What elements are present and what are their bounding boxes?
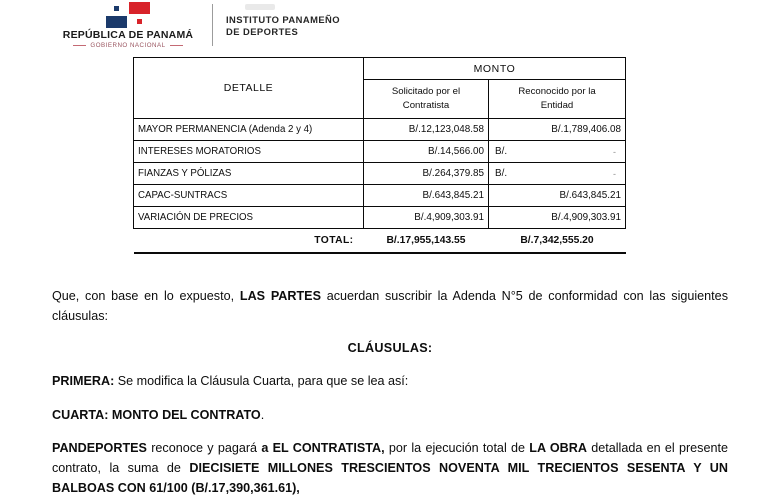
row-detail: FIANZAS Y PÓLIZAS xyxy=(134,163,364,185)
clause-primera xyxy=(52,371,728,391)
row-recognized-currency: B/. xyxy=(495,168,508,179)
row-recognized-amount xyxy=(489,141,626,163)
row-detail: VARIACIÓN DE PRECIOS xyxy=(134,207,364,229)
agency-name-line1: INSTITUTO PANAMEÑO xyxy=(226,14,341,25)
row-requested-amount: B/.264,379.85 xyxy=(364,163,489,185)
table-total-row xyxy=(134,229,626,254)
column-header-solicitado-line2: Contratista xyxy=(402,100,450,111)
total-requested-amount: B/.17,955,143.55 xyxy=(364,229,489,254)
agency-name-line2: DE DEPORTES xyxy=(226,26,299,38)
row-recognized-amount: B/.643,845.21 xyxy=(489,185,626,207)
agency-name xyxy=(226,14,340,39)
column-header-solicitado xyxy=(364,80,489,119)
table-header-row-top xyxy=(134,58,626,80)
row-requested-amount: B/.643,845.21 xyxy=(364,185,489,207)
row-recognized-amount: B/.4,909,303.91 xyxy=(489,207,626,229)
row-recognized-amount xyxy=(489,163,626,185)
row-recognized-currency: B/. xyxy=(495,146,508,157)
amounts-table-body xyxy=(134,119,626,254)
final-text-la-obra: LA OBRA xyxy=(529,440,587,455)
intro-text-part1: Que, con base en lo expuesto, xyxy=(52,289,240,303)
row-requested-amount: B/.14,566.00 xyxy=(364,141,489,163)
row-detail: CAPAC-SUNTRACS xyxy=(134,185,364,207)
intro-text-part2: acuerdan suscribir la Adenda N°5 de conformidad con las siguientes cláusulas: xyxy=(52,289,728,324)
clausulas-heading: CLÁUSULAS: xyxy=(347,340,433,355)
column-header-detalle: DETALLE xyxy=(134,58,364,119)
republic-subtitle-row xyxy=(52,42,204,49)
column-header-monto: MONTO xyxy=(364,58,626,80)
document-body xyxy=(52,286,728,498)
amounts-table xyxy=(133,57,626,254)
table-row xyxy=(134,207,626,229)
table-row xyxy=(134,185,626,207)
final-text-regular1: reconoce y pagará xyxy=(146,440,262,455)
rule-dash-right xyxy=(170,45,183,46)
intro-text-bold: LAS PARTES xyxy=(239,289,321,303)
total-label: TOTAL: xyxy=(134,229,364,254)
final-text-contratista: a EL CONTRATISTA, xyxy=(261,440,385,455)
column-header-reconocido xyxy=(489,80,626,119)
table-row xyxy=(134,119,626,141)
final-text-amount-words: DIECISIETE MILLONES TRESCIENTOS NOVENTA MIL TRECIENTOS SESENTA Y UN BALBOAS CON 61/100 (B/.17,390,361.61), xyxy=(52,461,728,496)
clause-cuarta xyxy=(52,405,728,425)
paragraph-intro xyxy=(52,286,728,327)
final-text-pandeportes: PANDEPORTES xyxy=(52,440,147,455)
table-row xyxy=(134,163,626,185)
empty-value-dash: - xyxy=(613,146,617,157)
row-detail: INTERESES MORATORIOS xyxy=(134,141,364,163)
final-text-regular2: por la ejecución total de xyxy=(384,440,530,455)
amounts-table-container xyxy=(133,57,625,254)
clause-primera-label: PRIMERA: xyxy=(52,374,115,389)
letterhead-divider xyxy=(212,4,213,46)
rule-dash-left xyxy=(73,45,86,46)
flag-quadrant-navy xyxy=(106,16,127,28)
flag-quadrant-red xyxy=(129,2,150,14)
scan-artifact xyxy=(245,4,275,10)
column-header-reconocido-line2: Entidad xyxy=(540,100,574,111)
table-row xyxy=(134,141,626,163)
row-requested-amount: B/.12,123,048.58 xyxy=(364,119,489,141)
row-requested-amount: B/.4,909,303.91 xyxy=(364,207,489,229)
flag-star-red-icon xyxy=(137,19,142,24)
column-header-reconocido-line1: Reconocido por la xyxy=(518,86,596,98)
clause-primera-text: Se modifica la Cláusula Cuarta, para que se lea así: xyxy=(114,374,409,389)
column-header-solicitado-line1: Solicitado por el xyxy=(391,86,461,98)
empty-value-dash: - xyxy=(613,168,617,179)
row-recognized-amount: B/.1,789,406.08 xyxy=(489,119,626,141)
republic-title: REPÚBLICA DE PANAMÁ xyxy=(62,29,194,41)
paragraph-monto-contrato xyxy=(52,438,728,498)
flag-star-navy-icon xyxy=(114,6,119,11)
panama-flag-icon xyxy=(106,2,150,28)
final-text-regular3: detallada en el presente contrato, la suma de xyxy=(52,440,728,476)
clause-cuarta-label: CUARTA: MONTO DEL CONTRATO xyxy=(52,407,261,422)
republic-subtitle: GOBIERNO NACIONAL xyxy=(90,42,166,49)
clause-cuarta-text: . xyxy=(260,407,265,422)
letterhead xyxy=(0,0,780,52)
republic-branding xyxy=(52,2,204,49)
total-recognized-amount: B/.7,342,555.20 xyxy=(489,229,626,254)
row-detail: MAYOR PERMANENCIA (Adenda 2 y 4) xyxy=(134,119,364,141)
